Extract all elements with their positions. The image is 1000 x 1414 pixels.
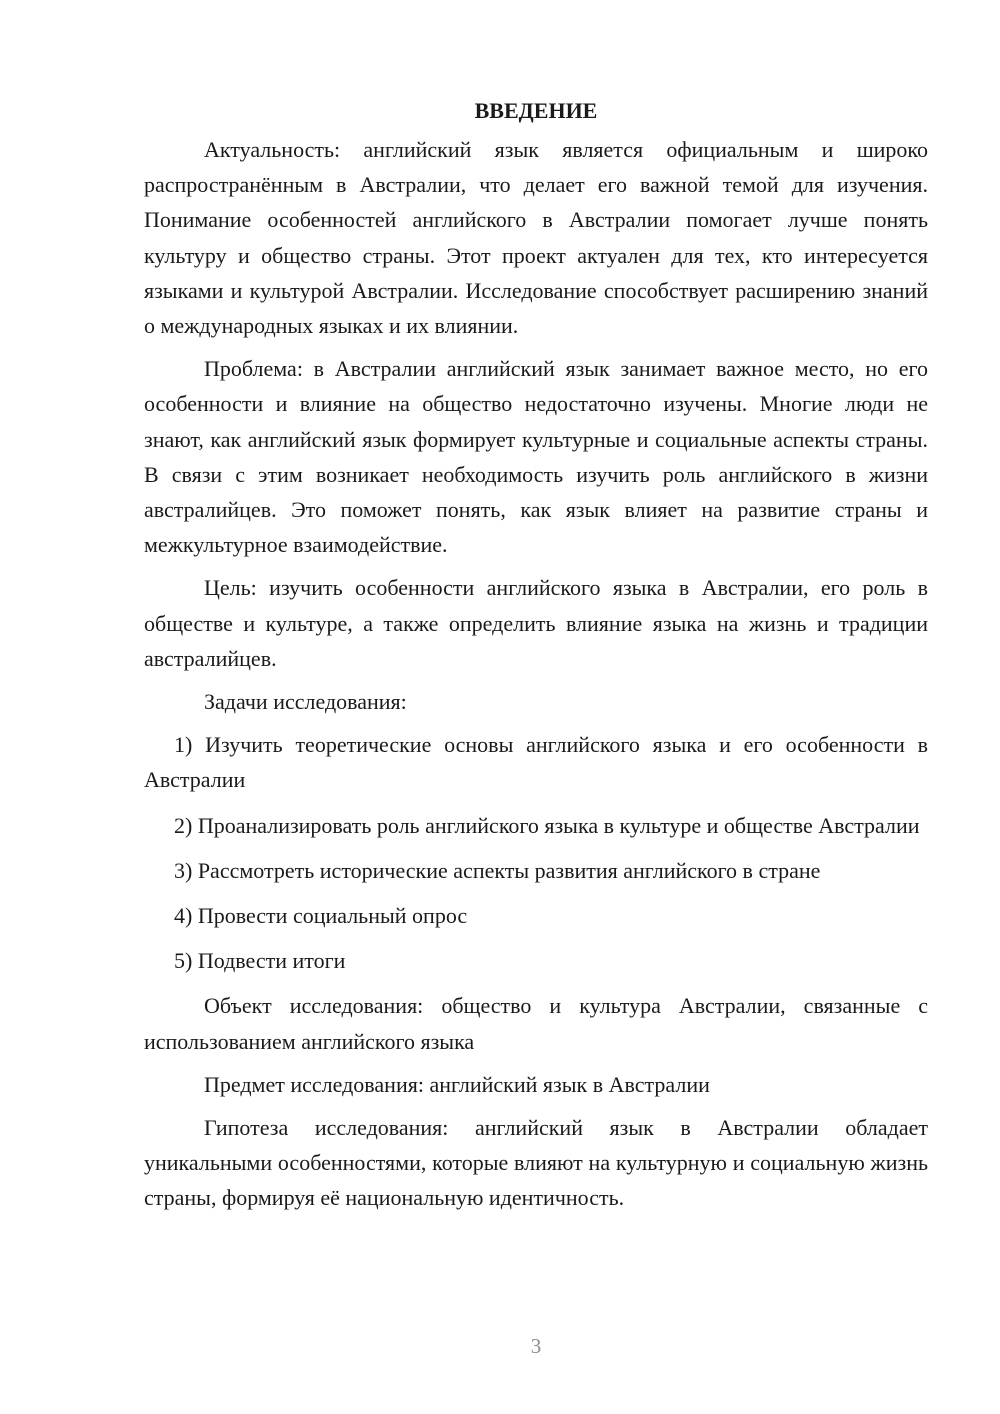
list-item: 2) Проанализировать роль английского языка в культуре и обществе Австралии [174, 812, 920, 838]
tasks-heading: Задачи исследования: [204, 689, 407, 715]
list-item: 1) Изучить теоретические основы английского языка и его особенности в Австралии [144, 732, 928, 793]
page-number: 3 [530, 1334, 542, 1358]
problem-paragraph: Проблема: в Австралии английский язык занимает важное место, но его особенности и влияние на общество недостаточно изучены. Многие люди не знают, как английский язык формирует культурные и социальные аспекты страны. В связи с этим возникает необходимость изучить роль английского в жизни австралийцев. Это поможет понять, как язык влияет на развитие страны и межкультурное взаимодействие. [144, 356, 928, 558]
object-paragraph: Объект исследования: общество и культура Австралии, связанные с использованием английского языка [144, 993, 928, 1054]
relevance-paragraph: Актуальность: английский язык является официальным и широко распространённым в Австралии, что делает его важной темой для изучения. Понимание особенностей английского в Австралии помогает лучше понять культуру и общество страны. Этот проект актуален для тех, кто интересуется языками и культурой Австралии. Исследование способствует расширению знаний о международных языках и их влиянии. [144, 137, 928, 339]
hypothesis-paragraph: Гипотеза исследования: английский язык в Австралии обладает уникальными особенностями, которые влияют на культурную и социальную жизнь страны, формируя её национальную идентичность. [144, 1115, 928, 1211]
list-item: 4) Провести социальный опрос [174, 903, 468, 929]
list-item: 5) Подвести итоги [174, 948, 346, 974]
list-item: 3) Рассмотреть исторические аспекты развития английского в стране [174, 857, 821, 883]
tasks-list [144, 727, 928, 978]
goal-paragraph: Цель: изучить особенности английского языка в Австралии, его роль в обществе и культуре, а также определить влияние языка на жизнь и традиции австралийцев. [144, 575, 928, 671]
page-title: ВВЕДЕНИЕ [474, 98, 598, 123]
page-content [144, 92, 928, 1224]
subject-paragraph: Предмет исследования: английский язык в Австралии [204, 1071, 710, 1097]
